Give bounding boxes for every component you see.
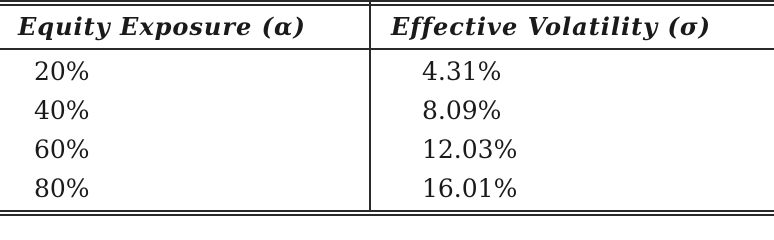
header-rule: [0, 48, 774, 50]
bottom-rule: [0, 210, 774, 212]
header-effective-volatility: Effective Volatility (σ): [391, 12, 711, 41]
header-equity-exposure: Equity Exposure (α): [18, 12, 306, 41]
cell-volatility: 16.01%: [422, 174, 518, 203]
column-divider: [369, 0, 371, 212]
cell-exposure: 80%: [34, 174, 90, 203]
cell-exposure: 40%: [34, 96, 90, 125]
cell-exposure: 60%: [34, 135, 90, 164]
top-rule: [0, 0, 774, 2]
cell-volatility: 4.31%: [422, 57, 502, 86]
cell-volatility: 8.09%: [422, 96, 502, 125]
bottom-rule-double: [0, 214, 774, 216]
cell-exposure: 20%: [34, 57, 90, 86]
cell-volatility: 12.03%: [422, 135, 518, 164]
top-rule-double: [0, 4, 774, 6]
